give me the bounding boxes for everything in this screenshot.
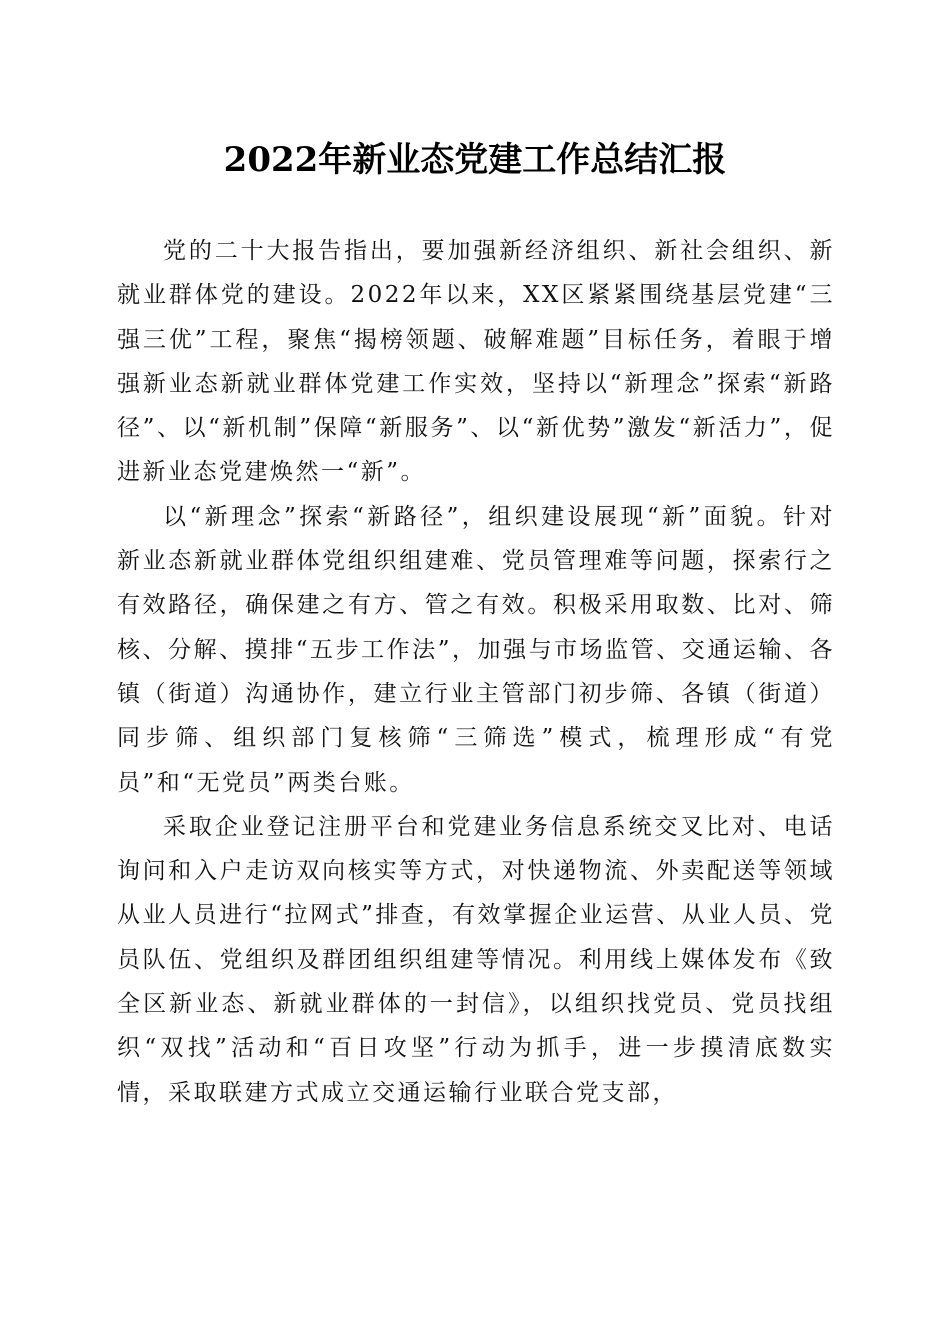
paragraph-investigation: 采取企业登记注册平台和党建业务信息系统交叉比对、电话询问和入户走访双向核实等方式，对快递物流、外卖配送等领域从业人员进行“拉网式”排查，有效掌握企业运营、从业人员、党员队伍、党组织及群团组织组建等情况。利用线上媒体发布《致全区新业态、新就业群体的一封信》，以组织找党员、党员找组织“双找”活动和“百日攻坚”行动为抓手，进一步摸清底数实情，采取联建方式成立交通运输行业联合党支部， <box>117 813 835 1106</box>
paragraph-new-concept: 以“新理念”探索“新路径”，组织建设展现“新”面貌。针对新业态新就业群体党组织组建难、党员管理难等问题，探索行之有效路径，确保建之有方、管之有效。积极采用取数、比对、筛核、分解、摸排“五步工作法”，加强与市场监管、交通运输、各镇（街道）沟通协作，建立行业主管部门初步筛、各镇（街道）同步筛、组织部门复核筛“三筛选”模式，梳理形成“有党员”和“无党员”两类台账。 <box>117 503 835 796</box>
document-title: 2022年新业态党建工作总结汇报 <box>223 140 727 180</box>
paragraph-intro: 党的二十大报告指出，要加强新经济组织、新社会组织、新就业群体党的建设。2022年以来，XX区紧紧围绕基层党建“三强三优”工程，聚焦“揭榜领题、破解难题”目标任务，着眼于增强新业态新就业群体党建工作实效，坚持以“新理念”探索“新路径”、以“新机制”保障“新服务”、以“新优势”激发“新活力”，促进新业态党建焕然一“新”。 <box>117 238 835 486</box>
document-body <box>117 229 835 1115</box>
